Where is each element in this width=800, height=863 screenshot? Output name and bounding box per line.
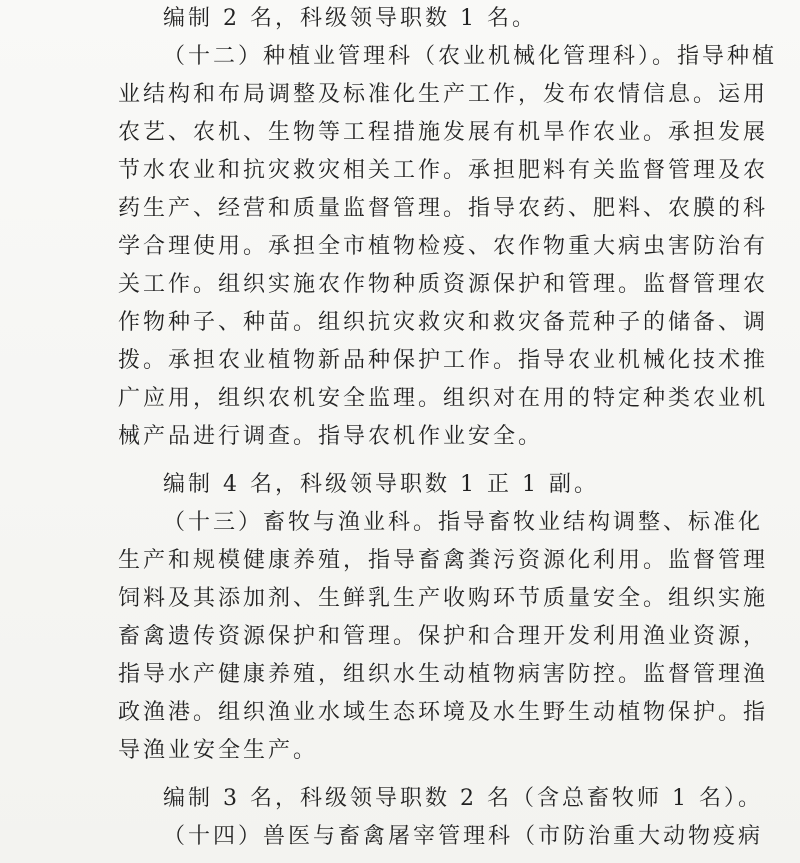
text-line-6: 药生产、经营和质量监督管理。指导农药、肥料、农膜的科 [118,196,769,221]
text-line-13: 编制 4 名，科级领导职数 1 正 1 副。 [163,472,599,497]
text-line-15: 生产和规模健康养殖，指导畜禽粪污资源化利用。监督管理 [118,548,769,573]
text-line-10: 拨。承担农业植物新品种保护工作。指导农业机械化技术推 [118,348,769,373]
text-line-17: 畜禽遗传资源保护和管理。保护和合理开发利用渔业资源， [118,624,769,649]
text-line-9: 作物种子、种苗。组织抗灾救灾和救灾备荒种子的储备、调 [118,310,769,335]
text-line-18: 指导水产健康养殖，组织水生动植物病害防控。监督管理渔 [118,662,769,687]
text-line-5: 节水农业和抗灾救灾相关工作。承担肥料有关监督管理及农 [118,158,769,183]
text-line-7: 学合理使用。承担全市植物检疫、农作物重大病虫害防治有 [118,234,769,259]
text-line-20: 导渔业安全生产。 [118,738,319,763]
text-line-16: 饲料及其添加剂、生鲜乳生产收购环节质量安全。组织实施 [118,586,769,611]
text-line-11: 广应用，组织农机安全监理。组织对在用的特定种类农业机 [118,386,769,411]
text-line-12: 械产品进行调查。指导农机作业安全。 [118,424,544,449]
text-line-1: 编制 2 名，科级领导职数 1 名。 [163,6,537,31]
text-line-8: 关工作。组织实施农作物种质资源保护和管理。监督管理农 [118,272,769,297]
text-line-19: 政渔港。组织渔业水域生态环境及水生野生动植物保护。指 [118,700,769,725]
text-line-14: （十三）畜牧与渔业科。指导畜牧业结构调整、标准化 [163,510,764,535]
text-line-2: （十二）种植业管理科（农业机械化管理科）。指导种植 [163,44,778,69]
text-line-3: 业结构和布局调整及标准化生产工作，发布农情信息。运用 [118,82,769,107]
text-line-22: （十四）兽医与畜禽屠宰管理科（市防治重大动物疫病 [163,824,764,849]
text-line-4: 农艺、农机、生物等工程措施发展有机旱作农业。承担发展 [118,120,769,145]
text-line-21: 编制 3 名，科级领导职数 2 名（含总畜牧师 1 名）。 [163,786,763,811]
